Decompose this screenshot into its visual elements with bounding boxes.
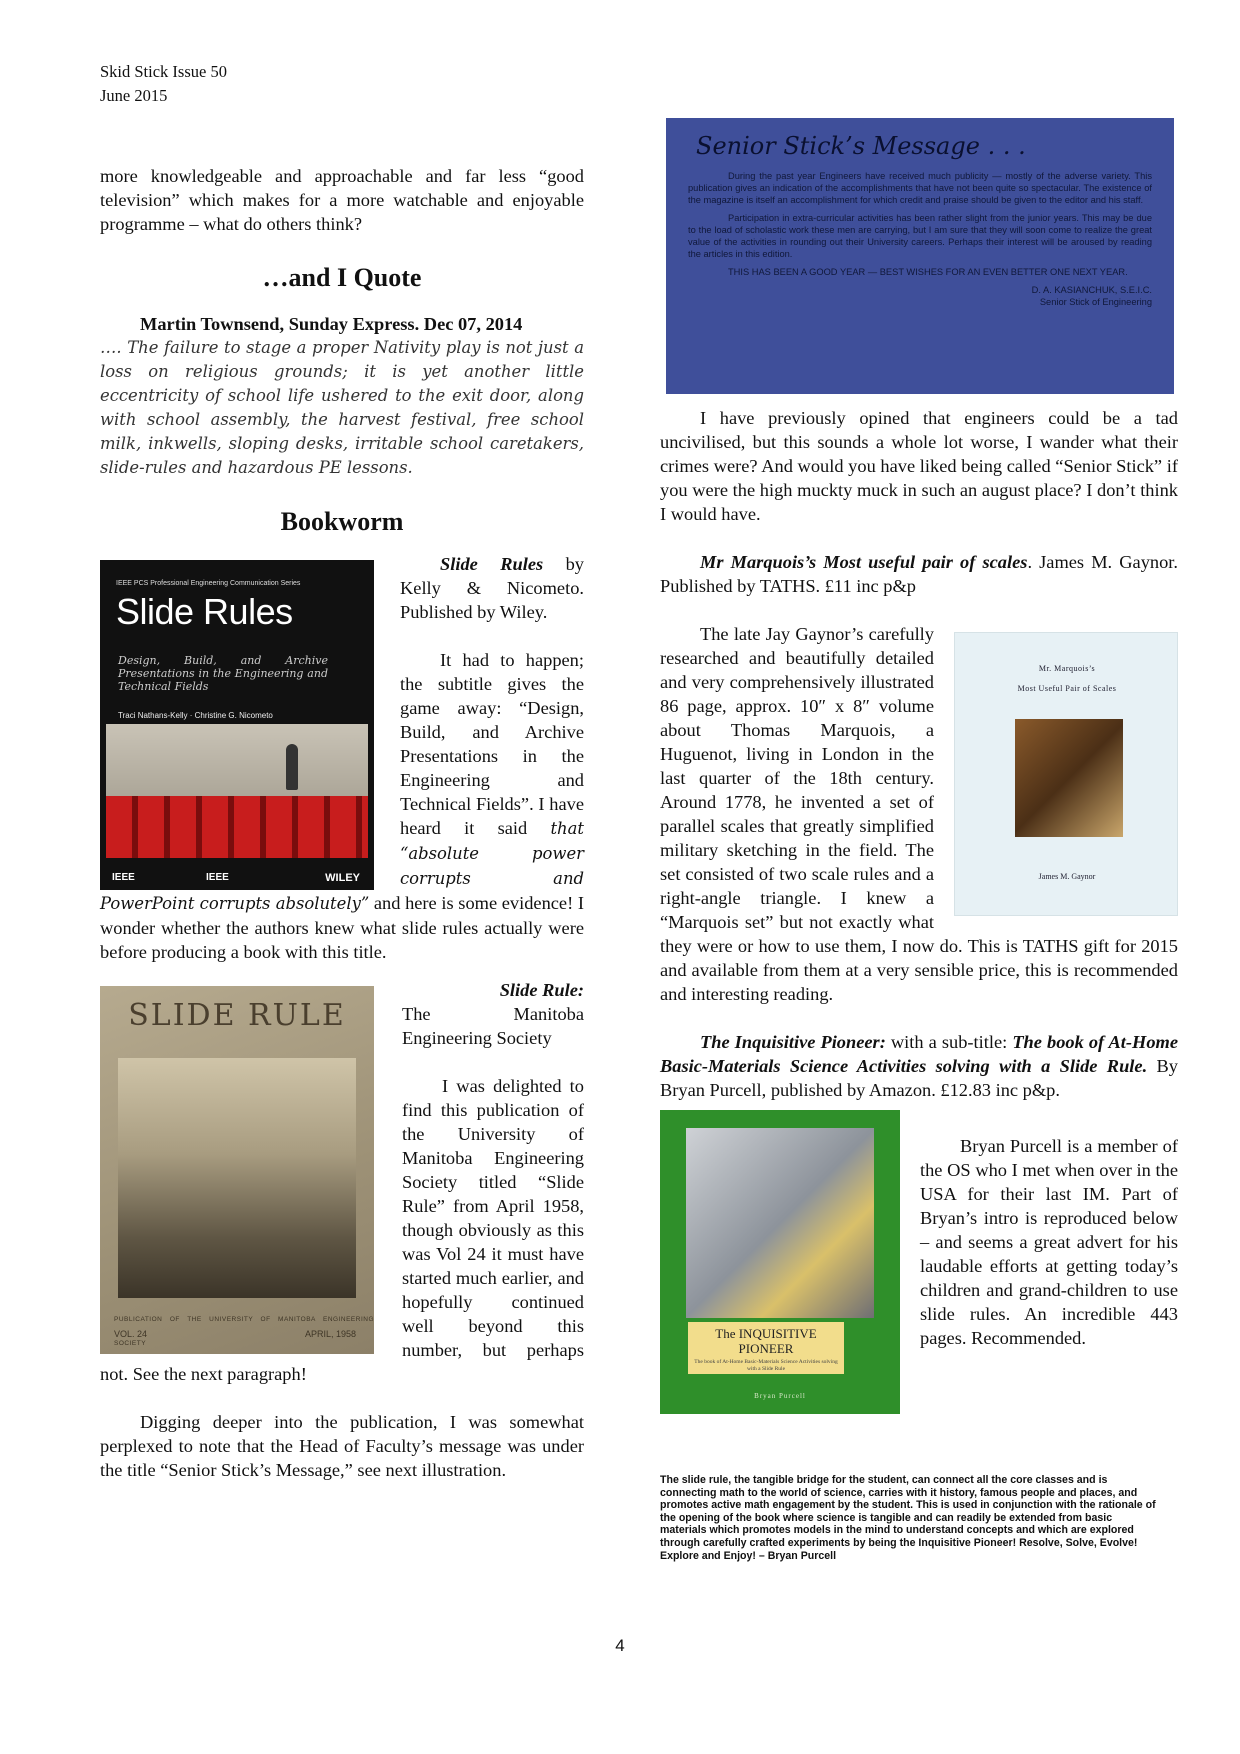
booklet-photo xyxy=(118,1058,356,1298)
book4-review: Bryan Purcell is a member of the OS who I met when over in the USA for their last IM. Part of Bryan’s intro is reproduced below – and seems a great advert for his laudable efforts at getting today’s children and grand-children to use slide rules. An incredible 443 pages. Recommended. xyxy=(920,1136,1178,1348)
ssm-title: Senior Stick’s Message . . . xyxy=(696,132,1026,160)
slide-rule-booklet-cover xyxy=(100,986,374,1354)
bookworm-heading: Bookworm xyxy=(280,507,404,536)
book3-byline: . James M. Gaynor. Published by TATHS. £11 inc p&p xyxy=(660,552,1178,596)
book3-title: Mr Marquois’s Most useful pair of scales xyxy=(700,552,1028,572)
quote-source: Martin Townsend, Sunday Express. Dec 07, 2014 xyxy=(140,314,523,334)
book1-title: Slide Rules xyxy=(440,554,544,574)
senior-stick-commentary: I have previously opined that engineers could be a tad uncivilised, but this sounds a whole lot worse, I wander what their crimes were? And would you have liked being called “Senior Stick” if you were the high muckty muck in such an august place? I don’t think I would have. xyxy=(660,408,1178,524)
left-column xyxy=(100,164,584,1482)
wiley-logo: WILEY xyxy=(325,872,360,884)
ssm-paragraph-3: THIS HAS BEEN A GOOD YEAR — BEST WISHES FOR AN EVEN BETTER ONE NEXT YEAR. xyxy=(728,267,1128,277)
quote-heading: …and I Quote xyxy=(262,263,422,292)
bryan-purcell-intro: The slide rule, the tangible bridge for the student, can connect all the core classes and is connecting math to the world of science, carries with it history, famous people and places, and promotes active math engagement by the student. This is used in conjunction with the rationale of the opening of the book where science is tangible and can readily be extended from basic materials which promotes models in the mind to understand concepts and which are explored through carefully crafted experiments by being the Inquisitive Pioneer! Resolve, Solve, Evolve! Explore and Enjoy! – Bryan Purcell xyxy=(660,1474,1156,1562)
cover-title: Slide Rules xyxy=(116,591,293,632)
pioneer-cover-subtitle: The book of At-Home Basic-Materials Science Activities solving with a Slide Rule xyxy=(694,1359,838,1372)
book4-title: The Inquisitive Pioneer: xyxy=(700,1032,886,1052)
pioneer-cover-title: The INQUISITIVE PIONEER xyxy=(715,1326,817,1356)
issue-date: June 2015 xyxy=(100,86,168,105)
booklet-title: SLIDE RULE xyxy=(128,998,346,1033)
issue-title: Skid Stick Issue 50 xyxy=(100,62,227,81)
booklet-volume: VOL. 24 xyxy=(114,1329,148,1339)
book3-review: The late Jay Gaynor’s carefully researched and beautifully detailed and very comprehensively illustrated 86 page, approx. 10″ x 8″ volume about Thomas Marquois, a Huguenot, living in London in the last quarter of the 18th century. Around 1778, he invented a set of parallel scales that greatly simplified military sketching in the field. The set consisted of two scale rules and a right-angle triangle. I knew a “Marquois set” but not exactly what they were or how to use them, I now do. This is TATHS gift for 2015 and available from them at a very sensible price, this is recommended and interesting reading. xyxy=(660,624,1178,1004)
page-number: 4 xyxy=(615,1636,625,1655)
right-column xyxy=(660,406,1178,1414)
intro-paragraph: more knowledgeable and approachable and far less “good television” which makes for a more watchable and enjoyable programme – what do others think? xyxy=(100,166,584,234)
book2-title: Slide Rule: xyxy=(499,980,584,1000)
inquisitive-pioneer-cover xyxy=(660,1110,900,1414)
ssm-signature-role: Senior Stick of Engineering xyxy=(1039,297,1152,307)
cover-photo-chairs xyxy=(106,796,368,858)
booklet-footer: PUBLICATION OF THE UNIVERSITY OF MANITOBA ENGINEERING SOCIETY xyxy=(114,1316,374,1347)
marquois-cover-photo xyxy=(1015,719,1123,837)
book1-byline: by Kelly & Nicometo. Published by Wiley. xyxy=(400,554,584,622)
book1-review-text: It had to happen; the subtitle gives the game away: “Design, Build, and Archive Presentations in the Engineering and Technical Fields”. I have heard it said xyxy=(400,650,584,838)
slide-rules-cover xyxy=(100,560,374,890)
ssm-paragraph-2: Participation in extra-curricular activities has been rather slight from the junior years. This may be due to the load of scholastic work these men are carrying, but I am sure that they will soon come to realize the great value of the activities in rounding out their University careers. Perhaps their interest will be aroused by reading the articles in this edition. xyxy=(688,213,1152,259)
cover-subtitle: Design, Build, and Archive Presentations in the Engineering and Technical Fields xyxy=(118,654,328,693)
cover-authors: Traci Nathans-Kelly · Christine G. Nicometo xyxy=(118,711,273,720)
pioneer-cover-photo xyxy=(686,1128,874,1318)
marquois-cover-line1: Mr. Marquois’s xyxy=(1038,664,1096,673)
booklet-date: APRIL, 1958 xyxy=(304,1329,356,1339)
marquois-cover xyxy=(954,632,1178,916)
book1-review-end: and here is some evidence! I wonder whether the authors knew what slide rules actually were before producing a book with this title. xyxy=(100,893,584,962)
book3-heading xyxy=(660,550,1178,598)
book4-mid: with a sub-title: xyxy=(890,1032,1008,1052)
book2-review: I was delighted to find this publication of the University of Manitoba Engineering Society titled “Slide Rule” from April 1958, though obviously as this was Vol 24 it must have started much earlier, and hopefully continued well beyond this number, but perhaps not. See the next paragraph! xyxy=(100,1076,584,1384)
senior-stick-message-image xyxy=(666,118,1174,394)
book4-subtitle: The book of At-Home Basic-Materials Science Activities solving with a Slide Rule. xyxy=(660,1032,1179,1076)
book4-byline: By Bryan Purcell, published by Amazon. £12.83 inc p&p. xyxy=(660,1056,1178,1100)
cover-photo-speaker xyxy=(286,744,298,790)
page-header xyxy=(100,60,227,108)
book1-review-quote: that “absolute power corrupts and PowerPoint corrupts absolutely” xyxy=(100,819,584,913)
cover-series: IEEE PCS Professional Engineering Communication Series xyxy=(116,580,301,587)
pioneer-cover-label xyxy=(688,1322,844,1374)
marquois-cover-line2: Most Useful Pair of Scales xyxy=(1017,684,1117,693)
pioneer-cover-author: Bryan Purcell xyxy=(754,1392,806,1400)
ieee-logo: IEEE xyxy=(112,872,135,883)
book2-byline: The Manitoba Engineering Society xyxy=(402,1004,584,1048)
quote-text: …. The failure to stage a proper Nativity play is not just a loss on religious grounds; it is yet another little eccentricity of school life ushered to the exit door, along with school assembly, the harvest festival, free school milk, inkwells, sloping desks, irritable school caretakers, slide-rules and hazardous PE lessons. xyxy=(100,338,584,477)
ssm-signature-name: D. A. KASIANCHUK, S.E.I.C. xyxy=(1031,285,1152,295)
ieee-logo-2: IEEE xyxy=(206,872,229,883)
ssm-paragraph-1: During the past year Engineers have received much publicity — mostly of the adverse variety. This publication gives an indication of the accomplishments that have not been quite so spectacular. The existence of the magazine is itself an accomplishment for which credit and praise should be given to the editor and his staff. xyxy=(688,171,1152,205)
closing-paragraph: Digging deeper into the publication, I was somewhat perplexed to note that the Head of Faculty’s message was under the title “Senior Stick’s Message,” see next illustration. xyxy=(100,1412,584,1480)
marquois-cover-author: James M. Gaynor xyxy=(1038,872,1096,881)
book4-heading xyxy=(660,1030,1178,1102)
